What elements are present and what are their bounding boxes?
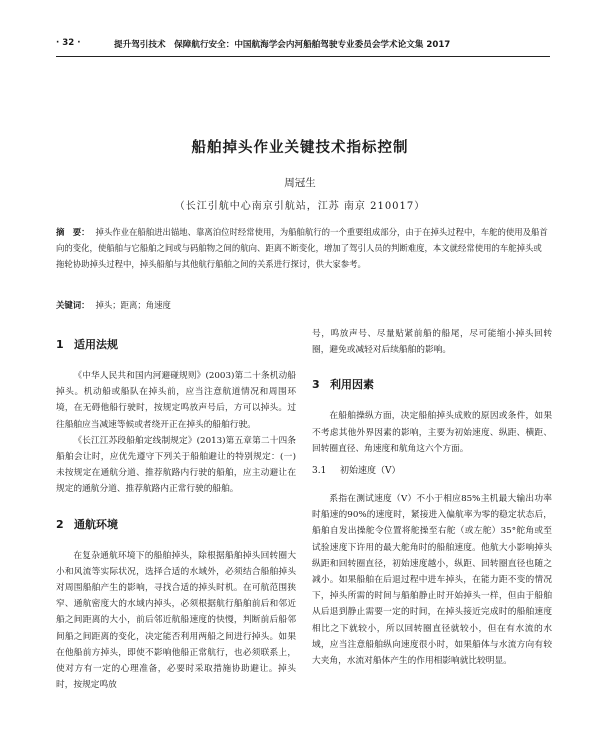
section-title: 利用因素 <box>330 378 374 392</box>
section-number: 3 <box>312 378 320 392</box>
running-title: 提升驾引技术 保障航行安全：中国航海学会内河船舶驾驶专业委员会学术论文集 2017 <box>114 40 451 50</box>
author-affiliation: （长江引航中心南京引航站，江苏 南京 210017） <box>174 201 426 212</box>
running-header <box>56 38 556 52</box>
section-heading-2 <box>56 516 296 534</box>
paragraph: 《中华人民共和国内河避碰规则》(2003)第二十条机动船掉头。机动船或船队在掉头前，应当注意航道情况和周围环境，在无碍他船行驶时，按规定鸣放声号后，方可以掉头。过往船舶应当减速等候或者绕开正在掉头的船舶行驶。 <box>56 371 296 430</box>
page-number: · 32 · <box>56 38 81 48</box>
author-name: 周冠生 <box>284 177 316 189</box>
section-number: 1 <box>56 338 64 351</box>
paragraph: 系指在测试速度（V）不小于相应85%主机最大输出功率时船速的90%的速度时，紧接进入偏航率为零的稳定状态后，船舶自发出操舵令位置将舵操至右舵（或左舵）35°舵角或至试验速度下许用的最大舵角时的船舶速度。他航大小影响掉头纵距和回转圈直径，初始速度越小，纵距、回转圈直径也随之减小。如果船舶在后退过程中进车掉头，在能力距不变的情况下，掉头所需的时间与船舶静止时开始掉头一样，但由于船舶从后退到静止需要一定的时间，在掉头接近完成时的船舶速度相比之下就较小，所以回转圈直径就较小，但在有水流的水域，应当注意船舶纵向速度很小时，如果船体与水流方向有较大夹角，水流对船体产生的作用相影响就比较明显。 <box>312 494 552 667</box>
subsection-number: 3.1 <box>312 466 327 477</box>
paragraph: 在船舶操纵方面，决定船舶掉头成败的原因或条件，如果不考虑其他外界因素的影响，主要为初始速度、纵距、横距、回转圈直径、角速度和航角这六个方面。 <box>312 411 552 454</box>
subsection-title: 初始速度（V） <box>340 466 401 477</box>
paragraph: 在复杂通航环境下的船舶掉头，除根据船舶掉头回转圈大小和风流等实际状况，选择合适的水域外，必须结合船舶掉头对周围船舶产生的影响，寻找合适的掉头时机。在可航范围狭窄、通航密度大的水域内掉头，必须根据航行船舶前后和邻近船之间距离的大小，前后邻近航船速度的快慢，判断前后船邻间船之间距离的变化，决定能否利用两船之间进行掉头。如果在他船前方掉头，即使不影响他船正常航行，也必须联系上，使对方有一定的心理准备，必要时采取措施协助避让。掉头时，按规定鸣放 <box>56 550 296 691</box>
keywords-text: 掉头；距离；角速度 <box>95 300 171 310</box>
paragraph: 号，鸣放声号、尽量贴紧前船的船尾，尽可能缩小掉头回转圈，避免或减轻对后续船舶的影响。 <box>312 329 552 356</box>
keywords-label: 关键词： <box>56 300 90 310</box>
keywords <box>56 297 550 313</box>
article-title: 船舶掉头作业关键技术指标控制 <box>191 140 409 156</box>
abstract <box>56 224 550 272</box>
section-heading-1 <box>56 336 296 354</box>
section-heading-3 <box>312 376 552 394</box>
right-column <box>312 326 552 669</box>
abstract-text: 掉头作业在船舶进出锚地、靠离泊位时经常使用，为船舶航行的一个重要组成部分，由于在掉头过程中，车舵的使用及船首向的变化，使船舶与它船舶之间或与码舶物之间的航向、距离不断变化，增加了驾引人员的判断难度，本文就经常使用的车舵掉头或拖轮协助掉头过程中，掉头船舶与其他航行船舶之间的关系进行探讨，供大家参考。 <box>56 227 548 269</box>
paragraph: 《长江江苏段船舶定线制规定》(2013)第五章第二十四条船舶会让时，应优先遵守下列关于船舶避让的特别规定：(一)未按规定在通航分道、推荐航路内行驶的船舶，应主动避让在规定的通航分道、推荐航路内正常行驶的船舶。 <box>56 435 296 495</box>
section-number: 2 <box>56 517 64 531</box>
abstract-label: 摘 要： <box>56 227 90 237</box>
left-column <box>56 336 296 693</box>
section-title: 通航环境 <box>74 517 118 531</box>
header-rule <box>56 56 550 57</box>
section-title: 适用法规 <box>74 338 118 351</box>
subsection-heading-3-1 <box>312 463 552 479</box>
